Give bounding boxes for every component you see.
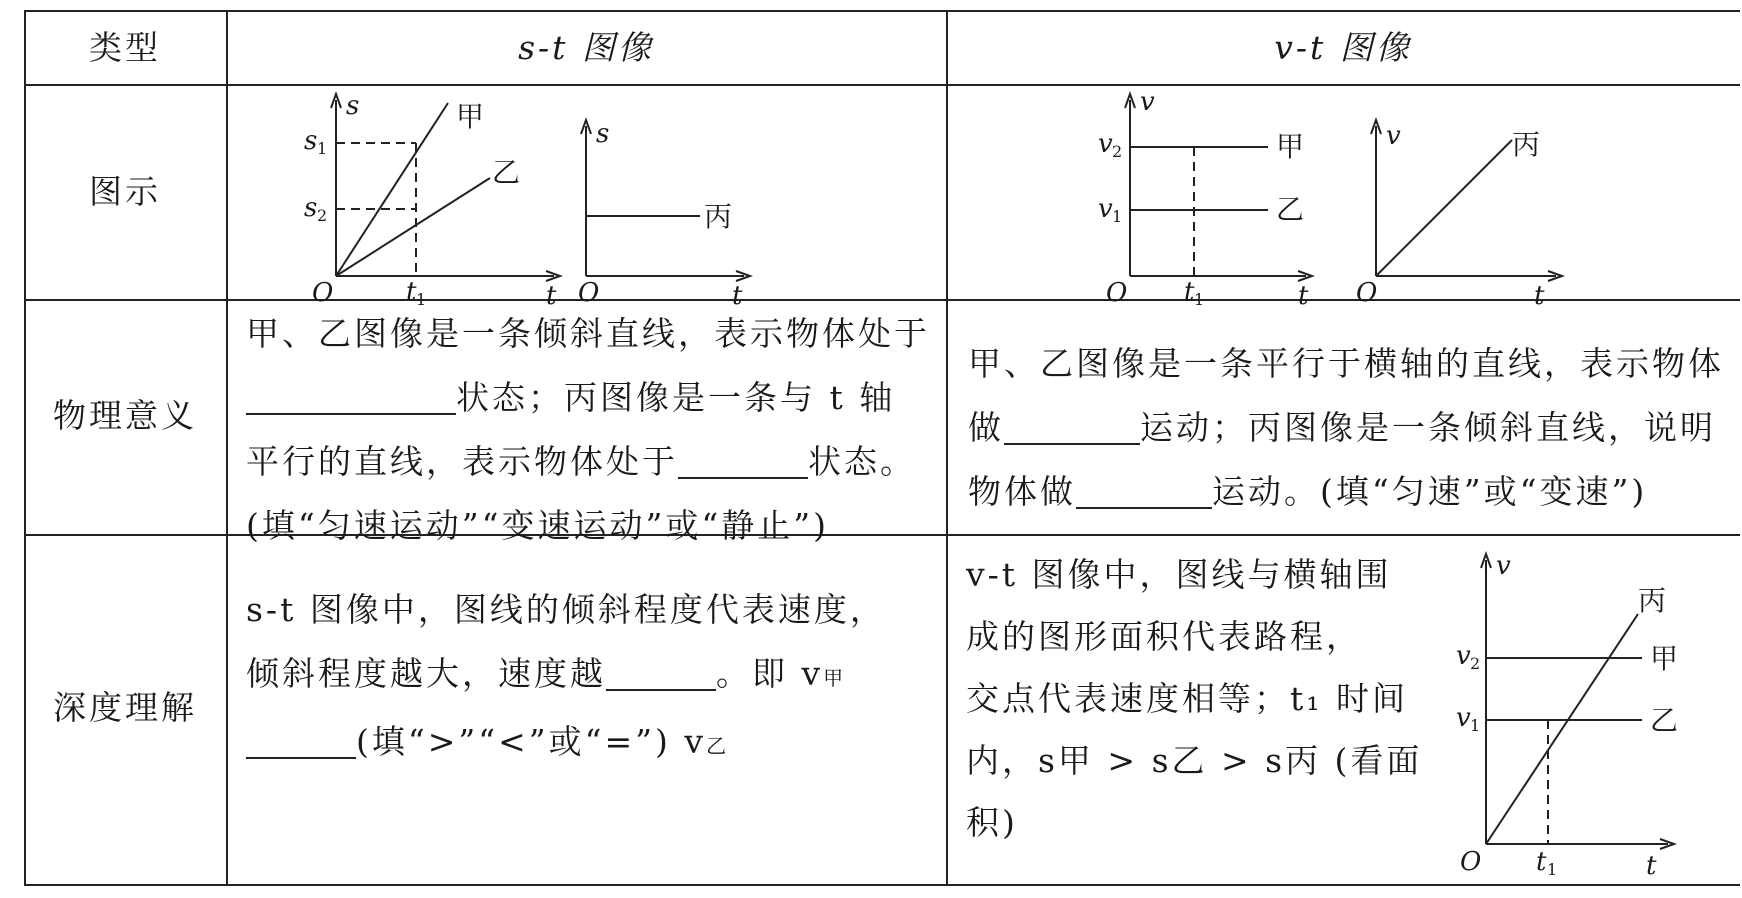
row-label-depth: 深度理解 <box>53 688 197 727</box>
answer-blank[interactable] <box>1076 477 1212 509</box>
meaning-st-text <box>246 302 936 558</box>
depth-vt-text <box>966 544 1436 854</box>
meaning-vt-line2-head: 做 <box>968 408 1004 447</box>
tick-label-s1: s <box>304 126 318 156</box>
tick-label-v2-sub: 2 <box>1112 142 1123 161</box>
depth-st-line3-sub: 乙 <box>706 734 730 758</box>
axis-label-t: t <box>732 281 743 311</box>
axis-label-s: s <box>596 119 610 149</box>
tick-label-t1-sub: 1 <box>416 290 427 309</box>
vt-graph-combined <box>1424 540 1724 880</box>
meaning-st-line2-text: 状态；丙图像是一条与 t 轴 <box>456 378 896 417</box>
origin-label: O <box>1106 278 1128 308</box>
row-label-diagram: 图示 <box>89 172 161 211</box>
depth-vt-line2: 成的图形面积代表路程， <box>966 617 1362 656</box>
series-label-jia: 甲 <box>456 100 485 133</box>
depth-st-line2-tail: 。即 v <box>716 654 824 693</box>
answer-blank[interactable] <box>246 727 356 759</box>
meaning-st-line4: (填“匀速运动”“变速运动”或“静止”) <box>246 506 829 545</box>
tick-label-v1-sub: 1 <box>1470 716 1481 735</box>
tick-label-v2: v <box>1456 641 1471 671</box>
meaning-vt-line2 <box>968 396 1728 460</box>
axis-label-s: s <box>346 91 360 121</box>
series-label-yi: 乙 <box>492 156 521 189</box>
axis-label-t: t <box>1646 851 1657 881</box>
depth-vt-line4: 内，s甲 > s乙 > s丙 (看面积) <box>966 741 1423 842</box>
meaning-vt-line3-head: 物体做 <box>968 472 1076 511</box>
vt-graph-bing <box>1354 86 1584 311</box>
meaning-vt-line3-tail: 运动。(填“匀速”或“变速”) <box>1212 472 1648 511</box>
meaning-st-line3-text: 平行的直线，表示物体处于 <box>246 442 678 481</box>
series-label-jia: 甲 <box>1276 130 1305 163</box>
answer-blank[interactable] <box>1004 413 1140 445</box>
axis-label-v: v <box>1386 121 1401 151</box>
st-graph-bing <box>564 86 774 311</box>
answer-blank[interactable] <box>246 383 456 415</box>
tick-label-v1: v <box>1098 194 1113 224</box>
tick-label-t1-sub: 1 <box>1194 290 1205 309</box>
meaning-st-line2 <box>246 366 936 430</box>
origin-label: O <box>312 278 334 308</box>
tick-label-s2: s <box>304 193 318 223</box>
meaning-st-line3-tail: 状态。 <box>808 442 916 481</box>
table-rule <box>226 10 228 886</box>
origin-label: O <box>578 278 600 308</box>
meaning-vt-text <box>968 332 1728 524</box>
depth-st-line2-head: 倾斜程度越大，速度越 <box>246 654 606 693</box>
answer-blank[interactable] <box>678 447 808 479</box>
table-rule <box>946 10 948 886</box>
st-graph-jia-yi <box>284 86 584 311</box>
meaning-vt-line3 <box>968 460 1728 524</box>
answer-blank[interactable] <box>606 659 716 691</box>
row-label-meaning: 物理意义 <box>53 396 197 435</box>
tick-label-t1: t <box>1184 277 1195 307</box>
tick-label-s2-sub: 2 <box>317 206 328 225</box>
tick-label-v1: v <box>1456 703 1471 733</box>
header-st: s-t 图像 <box>518 28 654 67</box>
meaning-vt-line1: 甲、乙图像是一条平行于横轴的直线，表示物体 <box>968 344 1724 383</box>
series-label-yi: 乙 <box>1650 704 1679 737</box>
axis-label-t: t <box>1298 281 1309 311</box>
header-type: 类型 <box>89 28 161 67</box>
depth-st-line3-text: (填“>”“<”或“=”) v <box>356 722 707 761</box>
table-rule <box>24 10 26 886</box>
depth-st-line2-sub: 甲 <box>823 666 847 690</box>
depth-st-text <box>246 578 936 778</box>
table-rule <box>24 10 1740 12</box>
vt-graph-jia-yi <box>1084 86 1344 311</box>
summary-table <box>24 10 1740 886</box>
tick-label-v2: v <box>1098 129 1113 159</box>
header-vt: v-t 图像 <box>1274 28 1412 67</box>
axis-label-v: v <box>1140 87 1155 117</box>
series-label-jia: 甲 <box>1650 642 1679 675</box>
origin-label: O <box>1356 278 1378 308</box>
tick-label-t1-sub: 1 <box>1547 860 1558 879</box>
series-label-bing: 丙 <box>1512 128 1541 161</box>
depth-st-line2 <box>246 642 936 710</box>
tick-label-v1-sub: 1 <box>1112 207 1123 226</box>
meaning-st-line1: 甲、乙图像是一条倾斜直线，表示物体处于 <box>246 314 930 353</box>
axis-label-t: t <box>1534 281 1545 311</box>
depth-st-line1: s-t 图像中，图线的倾斜程度代表速度， <box>246 590 886 629</box>
axis-label-v: v <box>1496 551 1511 581</box>
tick-label-v2-sub: 2 <box>1470 654 1481 673</box>
depth-vt-line3: 交点代表速度相等；t₁ 时间 <box>966 679 1408 718</box>
depth-vt-line1: v-t 图像中，图线与横轴围 <box>966 555 1392 594</box>
series-label-yi: 乙 <box>1276 193 1305 226</box>
tick-label-s1-sub: 1 <box>317 139 328 158</box>
series-label-bing: 丙 <box>704 200 733 233</box>
series-label-bing: 丙 <box>1638 584 1667 617</box>
meaning-st-line3 <box>246 430 936 494</box>
origin-label: O <box>1460 847 1482 877</box>
axis-label-t: t <box>546 281 557 311</box>
tick-label-t1: t <box>1536 847 1547 877</box>
depth-st-line3 <box>246 710 936 778</box>
table-rule <box>24 884 1740 886</box>
tick-label-t1: t <box>406 277 417 307</box>
meaning-vt-line2-tail: 运动；丙图像是一条倾斜直线，说明 <box>1140 408 1716 447</box>
